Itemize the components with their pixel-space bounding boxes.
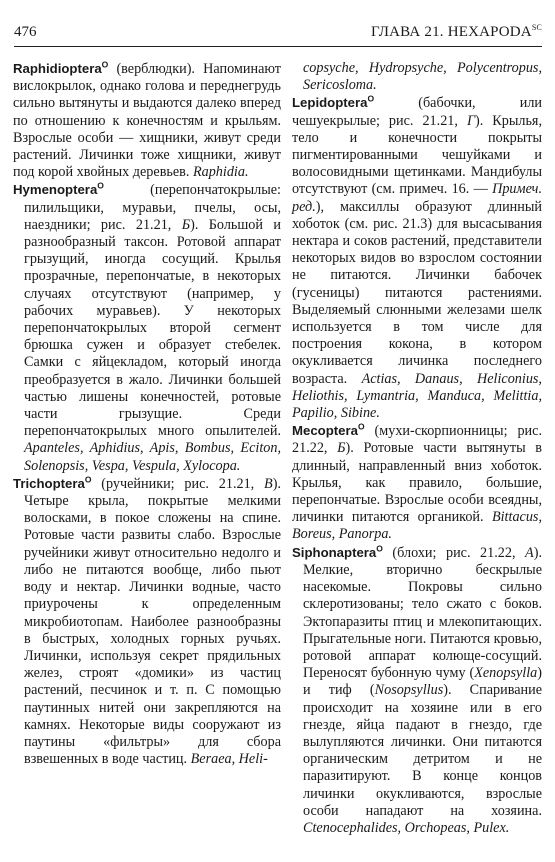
left-column xyxy=(13,60,281,768)
figure-letter: В xyxy=(264,475,273,492)
page-number: 476 xyxy=(14,24,37,40)
figure-letter: Г xyxy=(466,112,476,129)
term-label: Siphonaptera xyxy=(292,544,377,560)
entry-trichoptera xyxy=(13,475,281,768)
order-mark: O xyxy=(357,421,365,432)
genus-name: Nosopsyllus xyxy=(374,682,444,699)
order-mark: O xyxy=(367,94,375,105)
term-mecoptera xyxy=(292,423,365,438)
figure-letter: Б xyxy=(181,216,191,233)
entry-text: (блохи; рис. 21.22, xyxy=(382,544,526,561)
entry-text: (бабочки, или чешуекрылые; рис. 21.21, xyxy=(292,95,542,129)
entry-text: ). Большой и разнообразный таксон. Ротовой аппарат грызущий, иногда сосущий. Крылья прозрачные, перепончатые, в некоторых случаях отсутствуют (например, у рабочих муравьев). У некоторых перепончатокрылых второй сегмент брюшка сужен и образует стебелек. Самки с яйцекладом, который иногда преобразуется в жало. Личинки большей частью лишены конечностей, ротовые части грызущие. Среди перепончатокрылых много опылителей. xyxy=(24,216,281,440)
genus-list: Actias, Danaus, Heliconius, Heliothis, Lymantria, Manduca, Melittia, Papilio, Sibine. xyxy=(292,370,542,422)
order-mark: O xyxy=(376,543,383,554)
term-siphonaptera xyxy=(292,545,383,560)
order-mark: O xyxy=(84,474,92,485)
entry-text: ). Спаривание происходит на хозяине или в его гнезде, яйца падают в гнездо, где вылупляются личинки. Они питаются органическим детритом и не паразитируют. В конце концов личинки окукливаются, взрослые особи нападают на хозяина. xyxy=(303,682,542,819)
order-mark: O xyxy=(97,181,104,192)
figure-letter: Б xyxy=(337,440,346,457)
genus-list: Apanteles, Aphidius, Apis, Bombus, Eciton, Solenopsis, Vespa, Vespula, Xylocopa. xyxy=(24,440,281,474)
genus-list: copsyche, Hydropsyche, Polycentropus, Sericosloma. xyxy=(303,60,542,94)
entry-siphonaptera xyxy=(292,544,542,837)
entry-text: ) и тиф ( xyxy=(303,665,542,699)
entry-text: (верблюдки). Напоминают вислокрылок, однако голова и переднегрудь сильно вытянуты и выдаются далеко вперед по отношению к конечностям и крыльям. Взрослые особи — хищники, живут среди растений. Личинки тоже хищники, живут под корой хвойных деревьев. xyxy=(13,61,281,181)
term-hymenoptera xyxy=(13,182,104,197)
term-lepidoptera xyxy=(292,95,374,110)
entry-text: ). Крылья, тело и конечности покрыты пигментированными чешуйками и волосовидными щетинками. Мандибулы отсутствуют (см. примеч. 16. — xyxy=(292,112,542,198)
running-title-superscript: SC xyxy=(531,23,542,32)
running-title xyxy=(371,22,542,42)
entry-text: (мухи-скорпионницы; рис. 21.22, xyxy=(292,423,542,457)
entry-trichoptera-continued xyxy=(292,60,542,94)
term-label: Raphidioptera xyxy=(13,61,102,76)
entry-hymenoptera xyxy=(13,181,281,474)
genus-name: Xenopsylla xyxy=(474,665,538,682)
term-label: Hymenoptera xyxy=(13,182,98,198)
term-label: Lepidoptera xyxy=(292,95,368,111)
running-title-text: ГЛАВА 21. HEXAPODA xyxy=(371,24,532,40)
entry-text: ). Ротовые части вытянуты в длинный, направленный вниз хоботок. Крылья, как правило, большие, перепончатые. Взрослые особи всеядны, личинки питаются органикой. xyxy=(292,440,543,526)
genus-list: Raphidia. xyxy=(192,164,249,181)
editor-note: Примеч. ред. xyxy=(292,181,542,215)
term-raphidioptera xyxy=(13,61,108,76)
term-trichoptera xyxy=(13,476,91,491)
right-column xyxy=(292,60,542,837)
entry-raphidioptera xyxy=(13,60,281,181)
page-header xyxy=(14,22,542,42)
entry-text: (ручейники; рис. 21.21, xyxy=(91,475,265,492)
entry-text: ). Четыре крыла, покрытые мелкими волосками, в покое сложены на спине. Ротовые части развиты слабо. Взрослые ручейники живут относительно недолго и либо не питаются вообще, либо пьют воду и нектар. Личинки водные, часто приурочены к определенным микробиотопам. Наиболее разнообразны в быстрых, холодных горных ручьях. Личинки, используя секрет прядильных желез, строят «домики» из частиц растений, песчинок и т. п. С помощью паутинных нитей они закрепляются на камнях. Некоторые виды сооружают из паутины «фильтры» для сбора взвешенных в воде частиц. xyxy=(24,475,281,768)
genus-list: Beraea, Heli- xyxy=(190,751,268,768)
entry-lepidoptera xyxy=(292,94,542,422)
entry-mecoptera xyxy=(292,422,542,543)
entry-text: ). Мелкие, вторично бескрылые насекомые. Покровы сильно склеротизованы; тело сжато с боков. Эктопаразиты птиц и млекопитающих. Прыгательные ноги. Питаются кровью, ротовой аппарат колюще-сосущий. Переносят бубонную чуму ( xyxy=(303,544,542,682)
figure-letter: А xyxy=(525,544,534,561)
term-label: Trichoptera xyxy=(13,475,85,491)
header-rule xyxy=(14,46,542,47)
genus-list: Bittacus, Boreus, Panorpa. xyxy=(292,509,542,543)
term-label: Mecoptera xyxy=(292,423,358,439)
genus-list: Ctenocephalides, Orchopeas, Pulex. xyxy=(303,819,510,836)
order-mark: O xyxy=(101,59,109,70)
entry-text: ), максиллы образуют длинный хоботок (см. рис. 21.3) для высасывания нектара и соков растений, представители некоторых видов во взрослом состоянии не питаются. Личинки бабочек (гусеницы) питаются растениями. Выделяемый слюнными железами шелк используется в том числе для построения кокона, в котором окукливается личинка последнего возраста. xyxy=(292,198,542,387)
entry-text: (перепончатокрылые: пилильщики, муравьи, пчелы, осы, наездники; рис. 21.21, xyxy=(24,182,281,233)
